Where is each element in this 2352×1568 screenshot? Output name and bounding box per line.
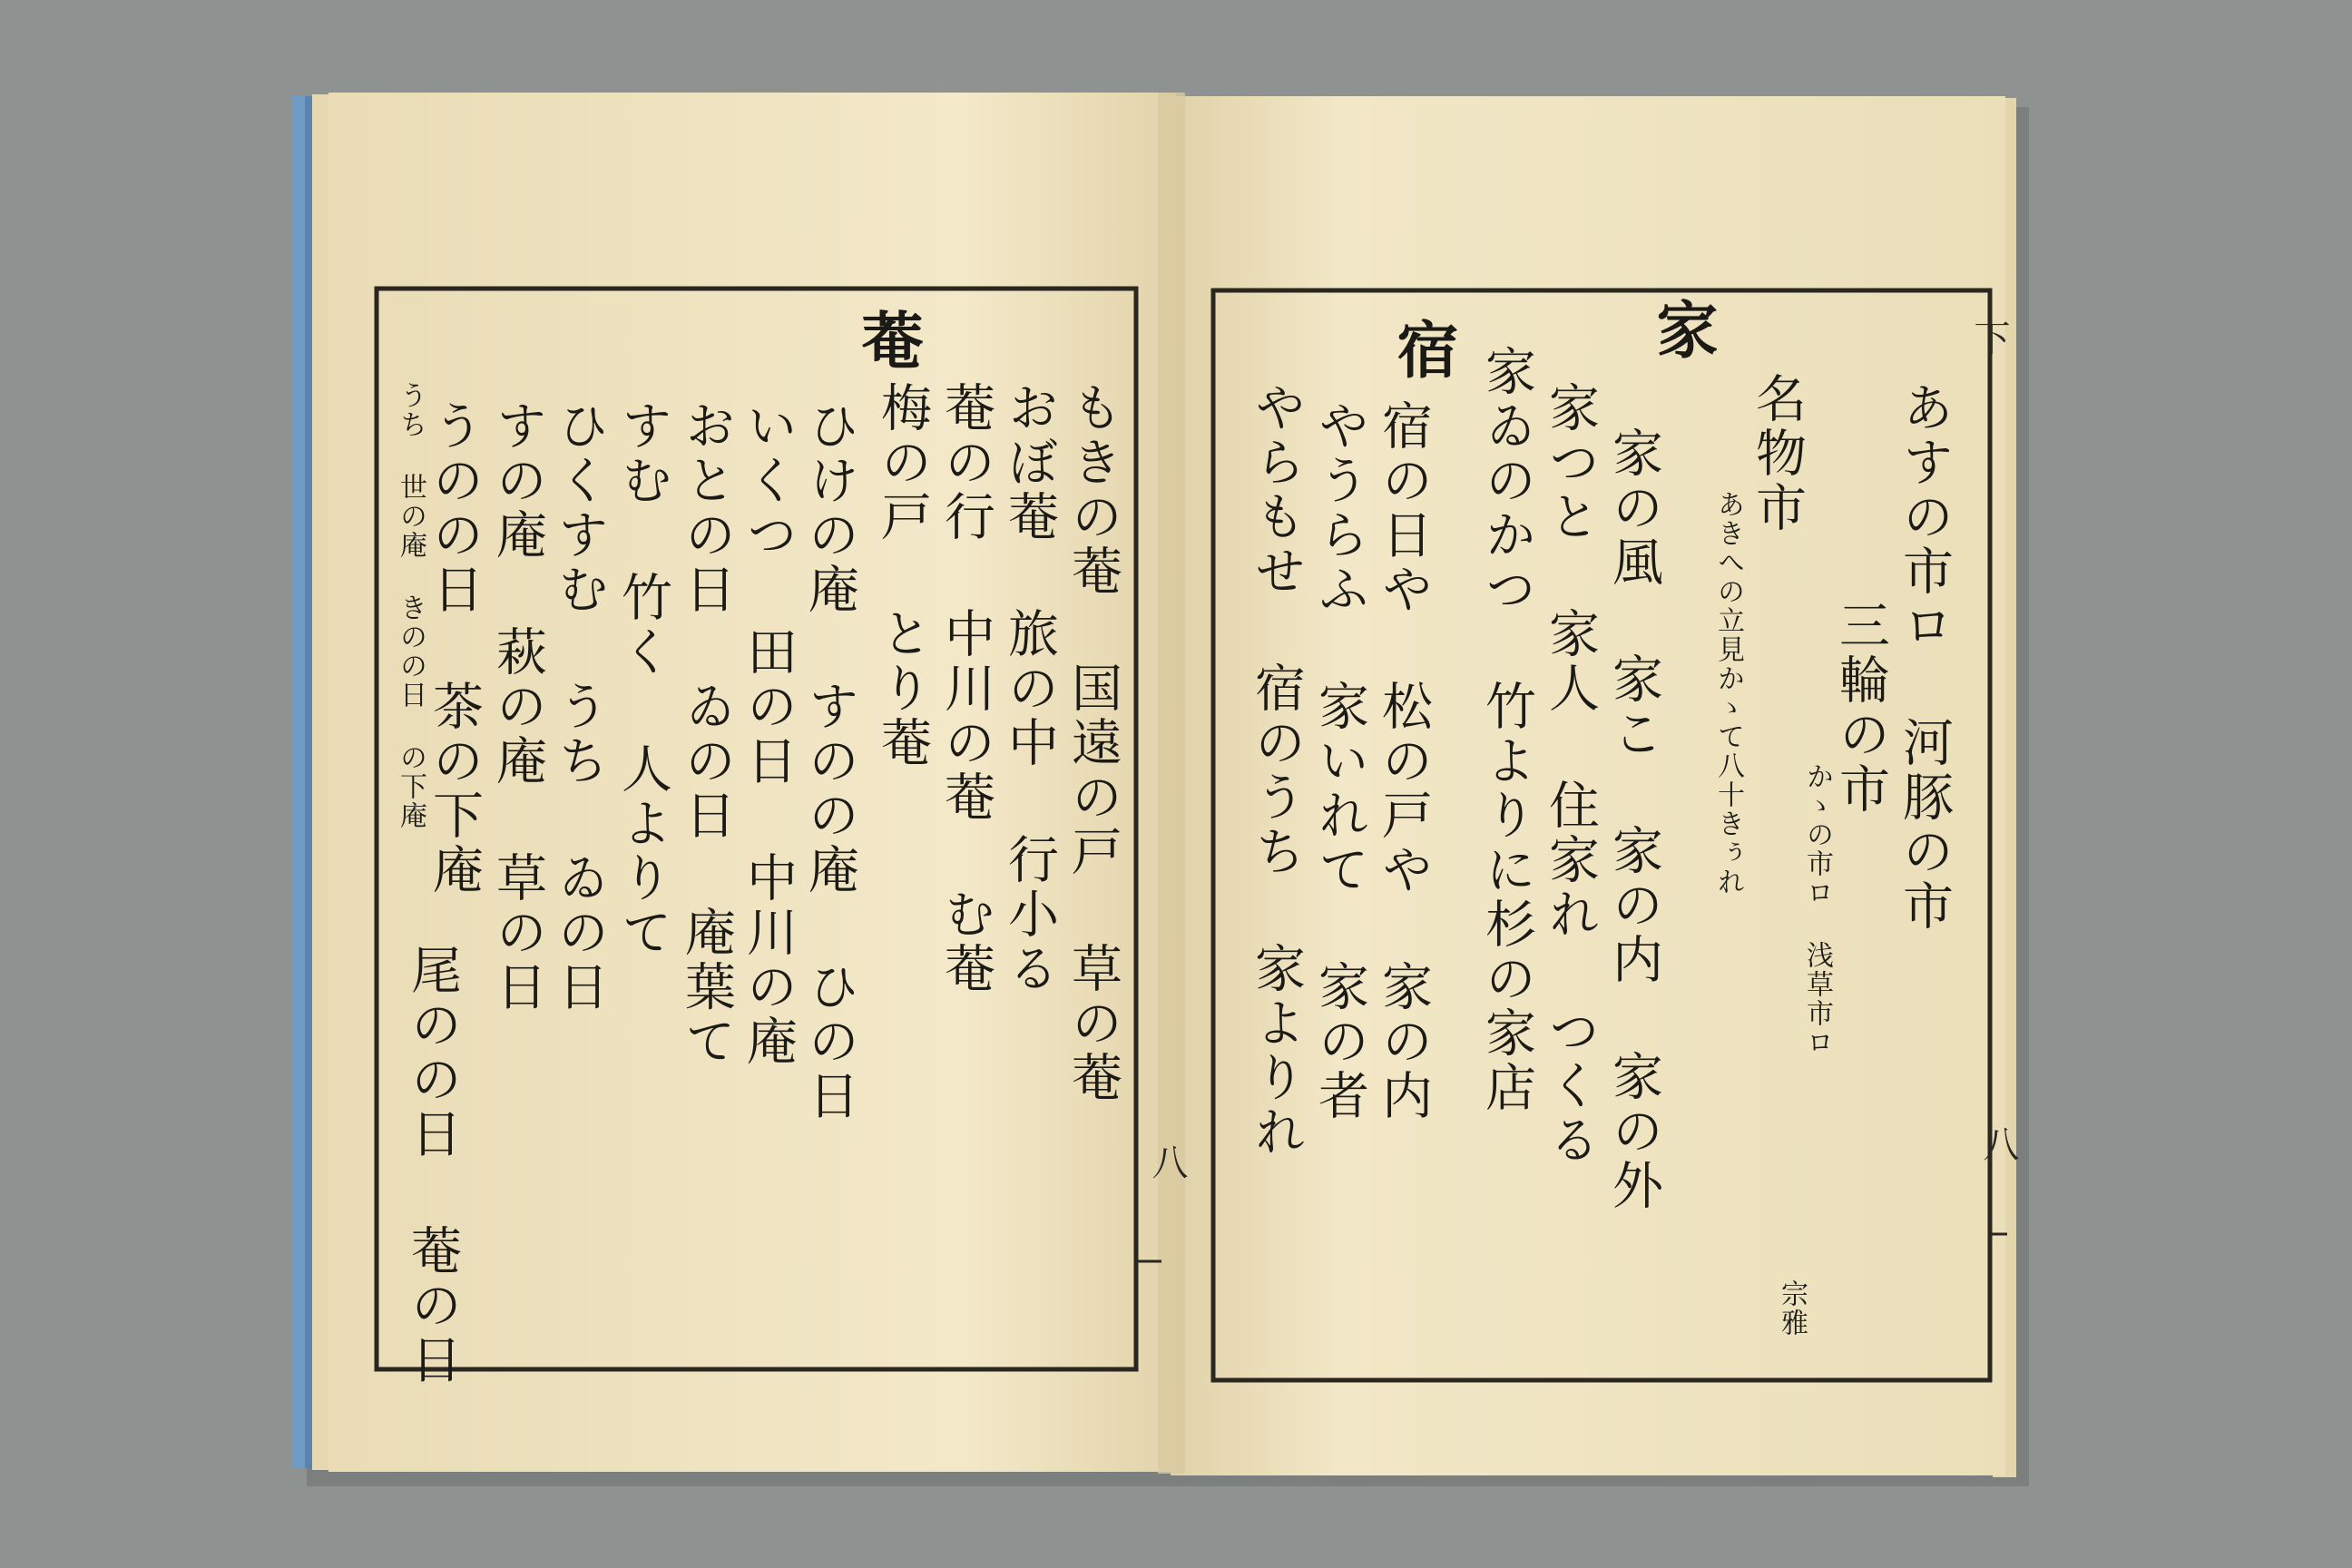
cover-edge-shade — [305, 96, 312, 1468]
left-line-11: うのの日 茶の下庵 — [425, 399, 484, 897]
heading-an: 菴 — [851, 309, 924, 374]
left-line-9: ひくすむ うち ゐの日 — [550, 399, 609, 1014]
right-line-1: あすの市ロ 河豚の市 — [1895, 381, 1954, 934]
left-line-6: いくつ 田の日 中川の庵 — [739, 399, 798, 1069]
right-line-10: やうらふ 家いれて 家の者 — [1310, 399, 1369, 1123]
left-line-4: 梅の戸 とり菴 — [873, 381, 932, 770]
right-folio-top: 下 — [1968, 319, 2010, 359]
right-line-3: かゝの市ロ 浅草市ロ — [1801, 762, 1833, 1057]
left-line-5: ひけの庵 すのの庵 ひの日 — [800, 399, 859, 1123]
right-line-7: 家つと 家人 住家れ つくる — [1541, 381, 1600, 1168]
right-folio-side: 八 — [1977, 1125, 2019, 1165]
heading-ie: 家 — [1646, 298, 1719, 363]
left-line-1: もきの菴 国遠の戸 草の菴 — [1063, 381, 1122, 1105]
right-line-5: あきへの立見かゝて八十きぅれ — [1712, 490, 1744, 897]
left-folio-side: 八 — [1146, 1143, 1188, 1183]
right-line-11: やらもせ 宿のうち 家よりれ — [1247, 381, 1306, 1160]
left-line-12: 尾のの日 菴の日 — [403, 944, 462, 1387]
left-line-2: おぼ菴 旅の中 行小る — [1000, 381, 1059, 996]
right-line-8: 家ゐのかつ 竹よりに杉の家店 — [1477, 345, 1536, 1115]
left-line-10: すの庵 萩の庵 草の日 — [488, 399, 547, 1014]
right-signature: 宗雅 — [1776, 1279, 1808, 1338]
gutter — [1158, 93, 1185, 1474]
heading-yado: 宿 — [1387, 318, 1459, 383]
right-line-6: 家の風 家こ 家の内 家の外 — [1604, 426, 1663, 1213]
left-line-3: 菴の行 中川の菴 む菴 — [936, 381, 995, 996]
left-line-13: うち 世の庵 きのの日 の下庵 — [395, 381, 426, 830]
right-line-2: 三輪の市 — [1831, 599, 1890, 817]
right-line-9: 宿の日や 松の戸や 家の内 — [1374, 399, 1433, 1123]
left-line-7: おとの日 ゐの日 庵葉て — [677, 399, 736, 1069]
right-line-4: 名物市 — [1748, 372, 1807, 535]
left-line-8: すむ 竹く 人よりて — [613, 399, 672, 960]
